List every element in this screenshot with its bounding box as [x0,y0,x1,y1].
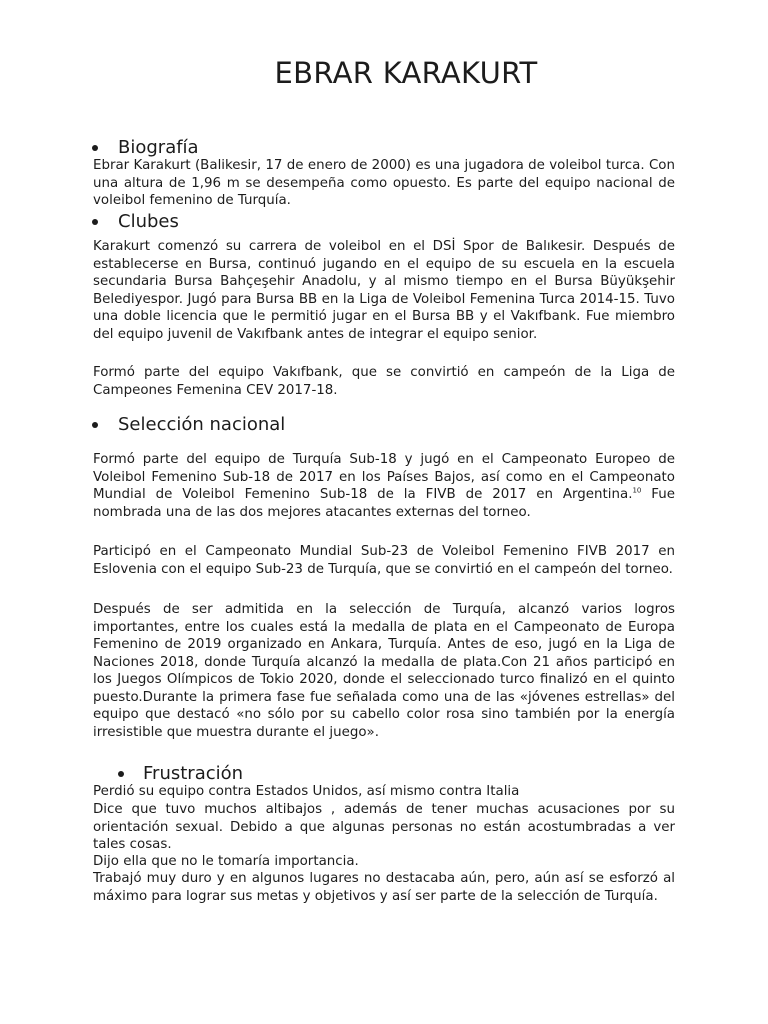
heading-biografia: Biografía [118,137,199,158]
paragraph-seleccion-2: Participó en el Campeonato Mundial Sub-23 de Voleibol Femenino FIVB 2017 en Eslovenia con el equipo Sub-23 de Turquía, que se convirtió en el campeón del torneo. [93,544,675,577]
bullet-frustracion [118,771,124,777]
line-frustracion-4: Trabajó muy duro y en algunos lugares no destacaba aún, pero, aún así se esforzó al máximo para lograr sus metas y objetivos y así ser parte de la selección de Turquía. [93,871,675,904]
document-title: EBRAR KARAKURT [274,56,538,90]
bullet-biografia [92,145,98,151]
paragraph-clubes-2: Formó parte del equipo Vakıfbank, que se convirtió en campeón de la Liga de Campeones Femenina CEV 2017-18. [93,365,675,398]
paragraph-seleccion-1 [93,451,675,521]
heading-clubes: Clubes [118,211,179,232]
paragraph-seleccion-1-text-a: Formó parte del equipo de Turquía Sub-18 y jugó en el Campeonato Europeo de Voleibol Femenino Sub-18 de 2017 en los Países Bajos, así como en el Campeonato Mundial de Voleibol Femenino Sub-18 de la FIVB de 2017 en Argentina. [93,452,675,502]
paragraph-clubes-1: Karakurt comenzó su carrera de voleibol en el DSİ Spor de Balıkesir. Después de establecerse en Bursa, continuó jugando en el equipo de su escuela en la escuela secundaria Bursa Bahçeşehir Anadolu, y al mismo tiempo en el Bursa Büyükşehir Belediyespor. Jugó para Bursa BB en la Liga de Voleibol Femenina Turca 2014-15. Tuvo una doble licencia que le permitió jugar en el Bursa BB y el Vakıfbank. Fue miembro del equipo juvenil de Vakıfbank antes de integrar el equipo senior. [93,239,675,342]
line-frustracion-2: Dice que tuvo muchos altibajos , además de tener muchas acusaciones por su orientación sexual. Debido a que algunas personas no están acostumbradas a ver tales cosas. [93,802,675,852]
paragraph-seleccion-1-text-b: Fue nombrada una de las dos mejores atacantes externas del torneo. [93,487,676,520]
heading-frustracion: Frustración [143,763,244,784]
footnote-marker: 10 [632,486,642,495]
heading-seleccion: Selección nacional [118,414,286,435]
paragraph-biografia: Ebrar Karakurt (Balikesir, 17 de enero de 2000) es una jugadora de voleibol turca. Con una altura de 1,96 m se desempeña como opuesto. Es parte del equipo nacional de voleibol femenino de Turquía. [93,158,675,208]
line-frustracion-1: Perdió su equipo contra Estados Unidos, así mismo contra Italia [93,784,520,799]
line-frustracion-3: Dijo ella que no le tomaría importancia. [93,854,359,869]
paragraph-seleccion-3: Después de ser admitida en la selección de Turquía, alcanzó varios logros importantes, entre los cuales está la medalla de plata en el Campeonato de Europa Femenino de 2019 organizado en Ankara, Turquía. Antes de eso, jugó en la Liga de Naciones 2018, donde Turquía alcanzó la medalla de plata.Con 21 años participó en los Juegos Olímpicos de Tokio 2020, donde el seleccionado turco finalizó en el quinto puesto.Durante la primera fase fue señalada como una de las «jóvenes estrellas» del equipo que destacó «no sólo por su cabello color rosa sino también por la energía irresistible que muestra durante el juego». [93,602,675,740]
bullet-seleccion [92,422,98,428]
bullet-clubes [92,219,98,225]
